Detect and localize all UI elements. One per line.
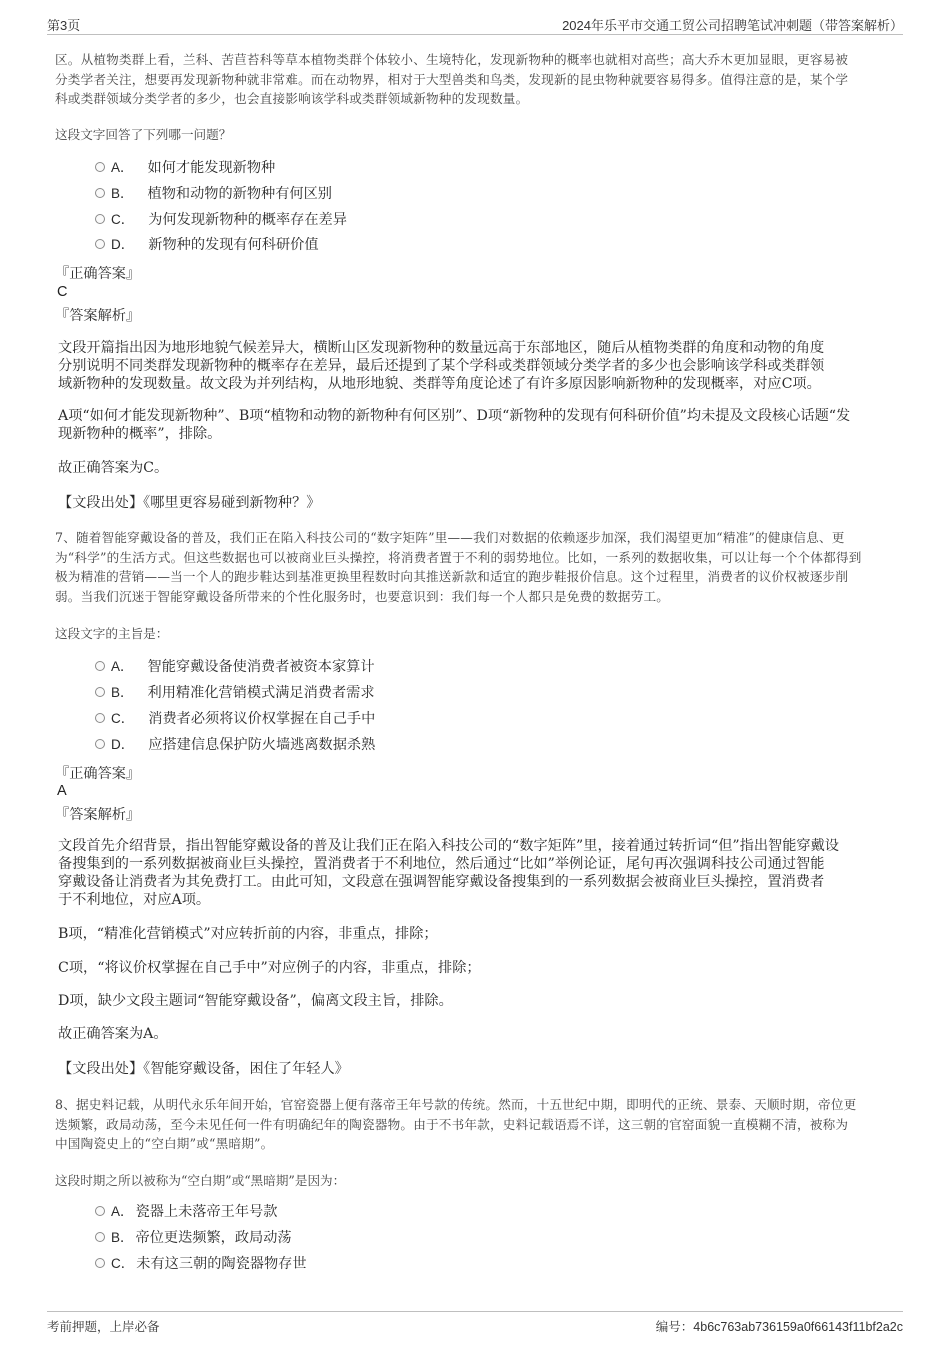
option-letter: B．	[111, 685, 134, 700]
radio-icon[interactable]	[95, 713, 105, 723]
radio-icon[interactable]	[95, 739, 105, 749]
q7-answer: A	[57, 783, 67, 799]
q6-source: 【文段出处】《哪里更容易碰到新物种？》	[58, 495, 321, 511]
q6-answer: C	[57, 284, 68, 300]
q7-analysis-label: 『答案解析』	[55, 807, 141, 823]
option-text: 新物种的发现有何科研价值	[148, 237, 319, 253]
q6-passage	[55, 50, 905, 109]
q7-passage	[55, 528, 905, 606]
analysis-line: 域新物种的发现数量。故文段为并列结构，从地形地貌、类群等角度论述了有许多原因影响新物种的发现概率，对应C项。	[58, 376, 821, 392]
radio-icon[interactable]	[95, 162, 105, 172]
analysis-line: A项“如何才能发现新物种”、B项“植物和动物的新物种有何区别”、D项“新物种的发现有何科研价值”均未提及文段核心话题“发	[58, 408, 851, 424]
option-text: 为何发现新物种的概率存在差异	[148, 212, 347, 228]
radio-icon[interactable]	[95, 687, 105, 697]
q7-analysis-p3: C项，“将议价权掌握在自己手中”对应例子的内容，非重点，排除；	[58, 960, 481, 976]
q7-analysis-p5: 故正确答案为A。	[58, 1026, 168, 1042]
option-letter: D．	[111, 237, 135, 252]
option-letter: A．	[111, 160, 134, 175]
analysis-line: 分别说明不同类群发现新物种的概率存在差异，最后还提到了某个学科或类群领域分类学者的多少也会影响该学科或类群领	[58, 358, 825, 374]
option-text: 帝位更迭频繁，政局动荡	[135, 1230, 292, 1246]
q8-option-c[interactable]	[95, 1253, 307, 1275]
analysis-line: 于不利地位，对应A项。	[58, 892, 211, 908]
radio-icon[interactable]	[95, 1258, 105, 1268]
q6-analysis-p2	[58, 407, 888, 443]
option-letter: C．	[111, 711, 135, 726]
passage-line: 分类学者关注，想要再发现新物种就非常难。而在动物界，相对于大型兽类和鸟类，发现新的昆虫物种就要容易得多。值得注意的是，某个学	[55, 71, 849, 87]
q7-option-b[interactable]	[95, 682, 375, 704]
document-title: 2024年乐平市交通工贸公司招聘笔试冲刺题（带答案解析）	[562, 18, 903, 33]
option-letter: A．	[111, 659, 134, 674]
radio-icon[interactable]	[95, 188, 105, 198]
q8-passage	[55, 1095, 905, 1154]
q6-analysis-p1	[58, 339, 888, 393]
q7-option-a[interactable]	[95, 656, 375, 678]
analysis-line: 文段首先介绍背景，指出智能穿戴设备的普及让我们正在陷入科技公司的“数字矩阵”里，接着通过转折词“但”指出智能穿戴设	[58, 838, 839, 854]
option-text: 应搭建信息保护防火墙逃离数据杀熟	[148, 737, 376, 753]
q7-prompt: 这段文字的主旨是：	[55, 626, 169, 641]
footer-slogan: 考前押题，上岸必备	[47, 1320, 160, 1334]
option-text: 植物和动物的新物种有何区别	[147, 186, 332, 202]
q6-analysis-label: 『答案解析』	[55, 308, 141, 324]
analysis-line: 现新物种的概率”，排除。	[58, 426, 222, 442]
radio-icon[interactable]	[95, 1206, 105, 1216]
q6-option-c[interactable]	[95, 209, 347, 231]
option-letter: C．	[111, 1256, 135, 1271]
radio-icon[interactable]	[95, 214, 105, 224]
option-text: 如何才能发现新物种	[147, 160, 276, 176]
q6-analysis-p3	[58, 459, 888, 477]
q7-answer-label: 『正确答案』	[55, 766, 141, 782]
passage-line: 极为精准的营销——当一个人的跑步鞋达到基准更换里程数时向其推送新款和适宜的跑步鞋报价信息。这个过程里，消费者的议价权被逐步削	[55, 569, 849, 584]
radio-icon[interactable]	[95, 239, 105, 249]
option-text: 利用精准化营销模式满足消费者需求	[147, 685, 375, 701]
q6-answer-label: 『正确答案』	[55, 266, 141, 282]
q7-option-d[interactable]	[95, 734, 375, 756]
q6-prompt: 这段文字回答了下列哪一问题？	[55, 127, 232, 142]
q7-source: 【文段出处】《智能穿戴设备，困住了年轻人》	[58, 1061, 349, 1077]
q8-option-b[interactable]	[95, 1227, 292, 1249]
page-footer	[47, 1311, 903, 1336]
radio-icon[interactable]	[95, 661, 105, 671]
option-letter: C．	[111, 212, 135, 227]
q7-analysis-p1	[58, 837, 888, 909]
q6-option-d[interactable]	[95, 234, 319, 256]
radio-icon[interactable]	[95, 1232, 105, 1242]
q8-option-a[interactable]	[95, 1201, 277, 1223]
q8-prompt: 这段时期之所以被称为“空白期”或“黑暗期”是因为：	[55, 1173, 346, 1188]
passage-line: 科或类群领域分类学者的多少，也会直接影响该学科或类群领域新物种的发现数量。	[55, 91, 529, 106]
document-id: 编号：4b6c763ab736159a0f66143f11bf2a2c	[655, 1320, 903, 1334]
passage-line: 为“科学”的生活方式。但这些数据也可以被商业巨头操控，将消费者置于不利的弱势地位。比如，一系列的数据收集，可以让每一个个体都得到	[55, 549, 862, 565]
analysis-line: 文段开篇指出因为地形地貌气候差异大，横断山区发现新物种的数量远高于东部地区，随后从植物类群的角度和动物的角度	[58, 340, 825, 356]
passage-line: 7、随着智能穿戴设备的普及，我们正在陷入科技公司的“数字矩阵”里——我们对数据的依赖逐步加深，我们渴望更加“精准”的健康信息、更	[55, 530, 845, 545]
option-text: 未有这三朝的陶瓷器物存世	[136, 1256, 307, 1272]
passage-line: 弱。当我们沉迷于智能穿戴设备所带来的个性化服务时，也要意识到：我们每一个人都只是免费的数据劳工。	[55, 588, 670, 604]
analysis-line: 穿戴设备让消费者为其免费打工。由此可知，文段意在强调智能穿戴设备搜集到的一系列数据会被商业巨头操控，置消费者	[58, 874, 825, 890]
option-text: 瓷器上未落帝王年号款	[135, 1204, 278, 1220]
q6-option-b[interactable]	[95, 183, 332, 205]
option-text: 消费者必须将议价权掌握在自己手中	[148, 711, 376, 727]
q6-option-a[interactable]	[95, 157, 275, 179]
passage-line: 迭频繁，政局动荡，至今未见任何一件有明确纪年的陶瓷器物。由于不书年款，史料记载语焉不详，这三朝的官窑面貌一直模糊不清，被称为	[55, 1116, 849, 1132]
analysis-line: 故正确答案为C。	[58, 460, 169, 476]
passage-line: 8、据史料记载，从明代永乐年间开始，官窑瓷器上便有落帝王年号款的传统。然而，十五世纪中期，即明代的正统、景泰、天顺时期，帝位更	[55, 1097, 857, 1112]
passage-line: 区。从植物类群上看，兰科、苦苣苔科等草本植物类群个体较小、生境特化，发现新物种的概率也就相对高些；高大乔木更加显眼，更容易被	[55, 52, 849, 67]
option-text: 智能穿戴设备使消费者被资本家算计	[147, 659, 375, 675]
option-letter: B．	[111, 186, 134, 201]
option-letter: A．	[111, 1204, 134, 1219]
q7-analysis-p4: D项，缺少文段主题词“智能穿戴设备”，偏离文段主旨，排除。	[58, 993, 453, 1009]
q7-option-c[interactable]	[95, 708, 375, 730]
q7-analysis-p2: B项，“精准化营销模式”对应转折前的内容，非重点，排除；	[58, 926, 438, 942]
option-letter: B．	[111, 1230, 134, 1245]
passage-line: 中国陶瓷史上的“空白期”或“黑暗期”。	[55, 1136, 274, 1151]
analysis-line: 备搜集到的一系列数据被商业巨头操控，置消费者于不利地位，然后通过“比如”举例论证，尾句再次强调科技公司通过智能	[58, 856, 825, 872]
option-letter: D．	[111, 737, 135, 752]
page-header	[47, 10, 903, 35]
page-number: 第3页	[47, 18, 81, 33]
